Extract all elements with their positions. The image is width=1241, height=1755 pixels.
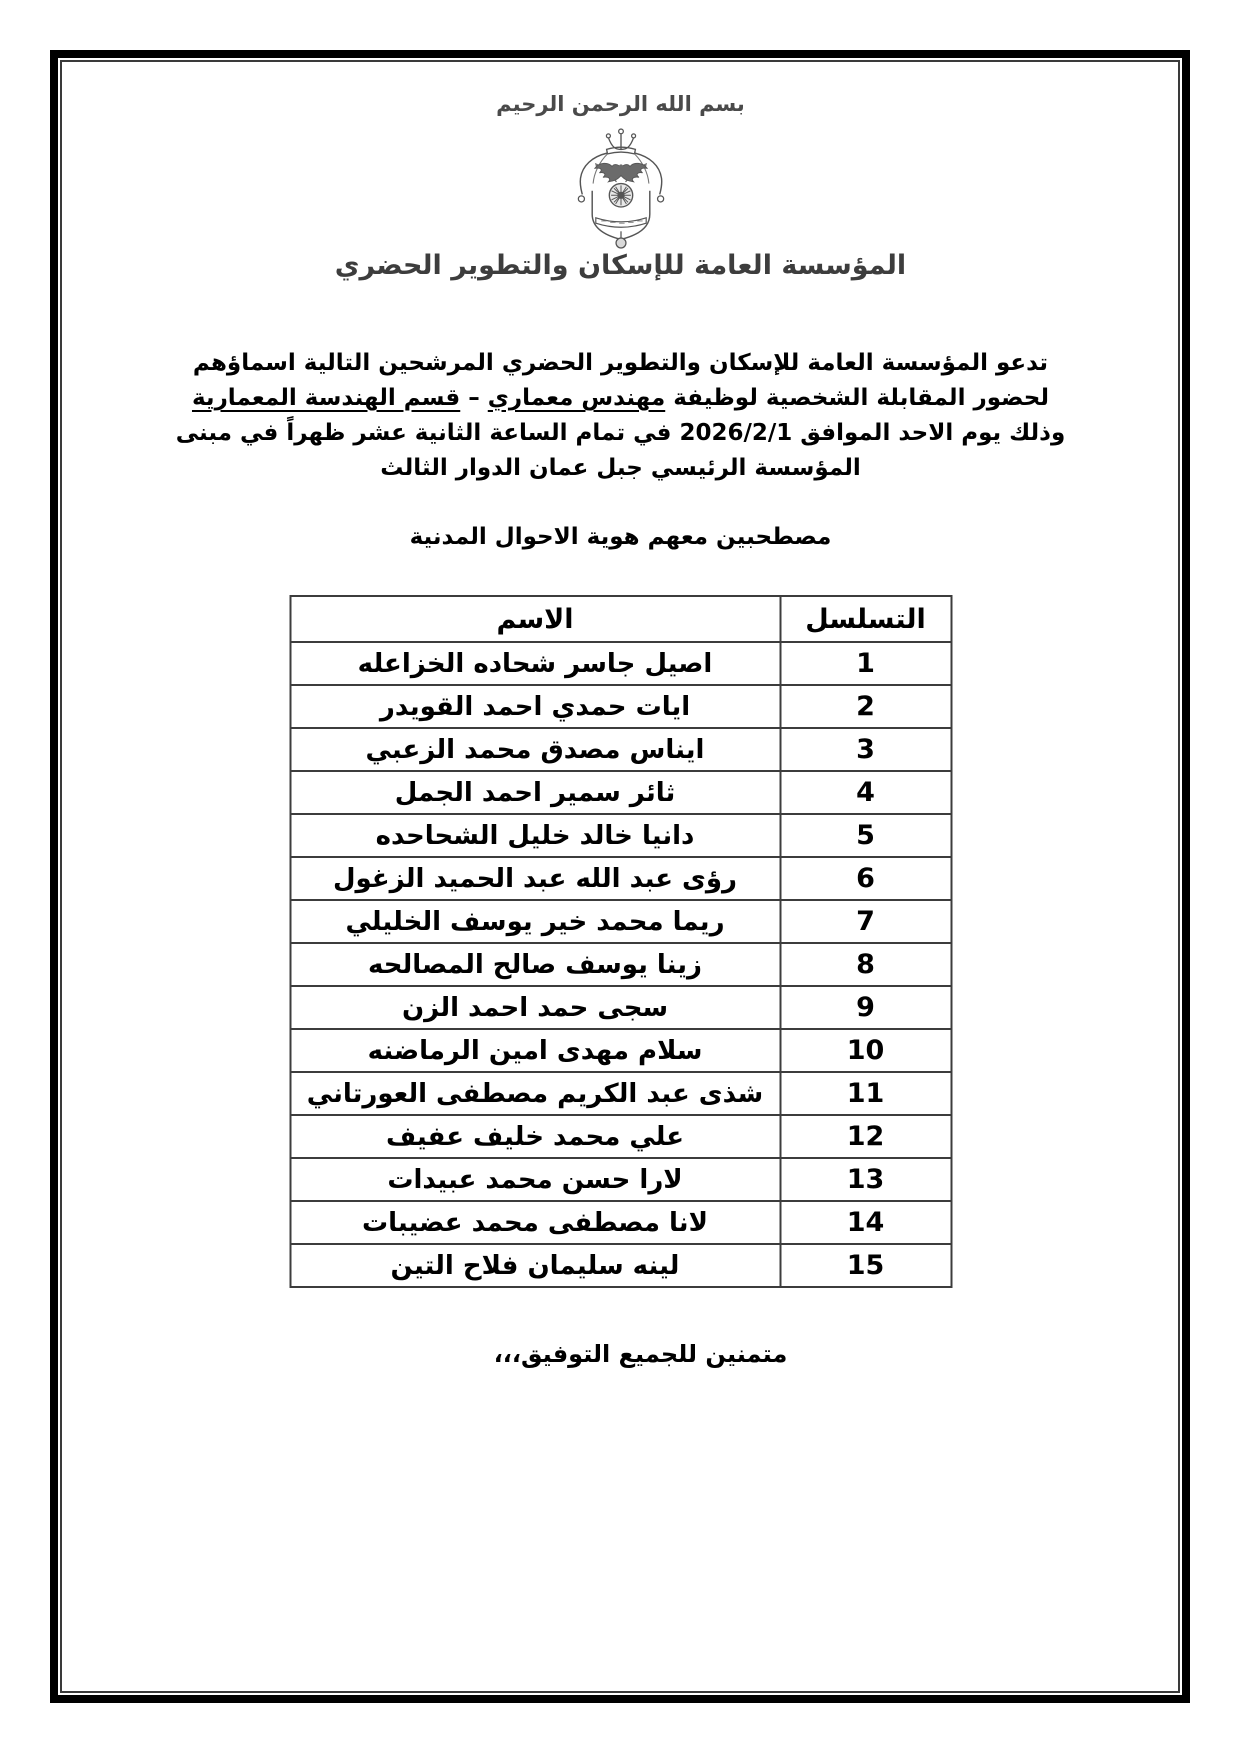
serial-cell: 11 (780, 1072, 951, 1115)
serial-cell: 7 (780, 900, 951, 943)
table-row (290, 986, 951, 1029)
name-cell: ايات حمدي احمد القويدر (290, 685, 780, 728)
name-cell: لينه سليمان فلاح التين (290, 1244, 780, 1287)
serial-cell: 15 (780, 1244, 951, 1287)
candidates-table (289, 595, 952, 1288)
serial-cell: 8 (780, 943, 951, 986)
name-cell: ريما محمد خير يوسف الخليلي (290, 900, 780, 943)
table-row (290, 728, 951, 771)
name-cell: شذى عبد الكريم مصطفى العورتاني (290, 1072, 780, 1115)
serial-cell: 9 (780, 986, 951, 1029)
paragraph-line-3: وذلك يوم الاحد الموافق 2026/2/1 في تمام الساعة الثانية عشر ظهراً في مبنى (175, 420, 1066, 446)
serial-cell: 13 (780, 1158, 951, 1201)
name-cell: رؤى عبد الله عبد الحميد الزغول (290, 857, 780, 900)
table-row (290, 1158, 951, 1201)
paragraph-line-4: المؤسسة الرئيسي جبل عمان الدوار الثالث (380, 455, 861, 481)
serial-cell: 2 (780, 685, 951, 728)
table-row (290, 771, 951, 814)
table-row (290, 685, 951, 728)
table-row (290, 1201, 951, 1244)
bring-id-note: مصطحبين معهم هوية الاحوال المدنية (409, 524, 832, 550)
line2-prefix: لحضور المقابلة الشخصية لوظيفة (665, 385, 1049, 411)
serial-cell: 1 (780, 642, 951, 685)
job-title-underlined: مهندس معماري (487, 385, 666, 411)
name-cell: زينا يوسف صالح المصالحه (290, 943, 780, 986)
name-cell: لانا مصطفى محمد عضيبات (290, 1201, 780, 1244)
serial-column-header: التسلسل (780, 596, 951, 642)
name-cell: سجى حمد احمد الزن (290, 986, 780, 1029)
invitation-paragraph (115, 346, 1126, 486)
serial-cell: 3 (780, 728, 951, 771)
table-header-row (290, 596, 951, 642)
basmala-calligraphy: بسم الله الرحمن الرحيم (496, 92, 745, 116)
table-row (290, 814, 951, 857)
serial-cell: 12 (780, 1115, 951, 1158)
name-cell: علي محمد خليف عفيف (290, 1115, 780, 1158)
department-underlined: قسم الهندسة المعمارية (191, 385, 461, 411)
paragraph-line-1: تدعو المؤسسة العامة للإسكان والتطوير الحضري المرشحين التالية اسماؤهم (192, 350, 1049, 376)
table-row (290, 1029, 951, 1072)
table-row (290, 857, 951, 900)
closing-wish-line: متمنين للجميع التوفيق،،، (493, 1340, 788, 1368)
name-column-header: الاسم (290, 596, 780, 642)
name-cell: سلام مهدى امين الرماضنه (290, 1029, 780, 1072)
paragraph-line-2 (115, 381, 1126, 416)
name-cell: ثائر سمير احمد الجمل (290, 771, 780, 814)
serial-cell: 4 (780, 771, 951, 814)
name-cell: اصيل جاسر شحاده الخزاعله (290, 642, 780, 685)
line2-separator: – (460, 385, 488, 411)
table-row (290, 1115, 951, 1158)
serial-cell: 6 (780, 857, 951, 900)
name-cell: ايناس مصدق محمد الزعبي (290, 728, 780, 771)
serial-cell: 10 (780, 1029, 951, 1072)
table-row (290, 642, 951, 685)
table-row (290, 1244, 951, 1287)
table-row (290, 900, 951, 943)
table-row (290, 1072, 951, 1115)
org-name-calligraphy: المؤسسة العامة للإسكان والتطوير الحضري (334, 250, 907, 281)
name-cell: لارا حسن محمد عبيدات (290, 1158, 780, 1201)
serial-cell: 14 (780, 1201, 951, 1244)
table-row (290, 943, 951, 986)
serial-cell: 5 (780, 814, 951, 857)
name-cell: دانيا خالد خليل الشحاحده (290, 814, 780, 857)
jordan-coat-of-arms-icon (567, 126, 675, 252)
